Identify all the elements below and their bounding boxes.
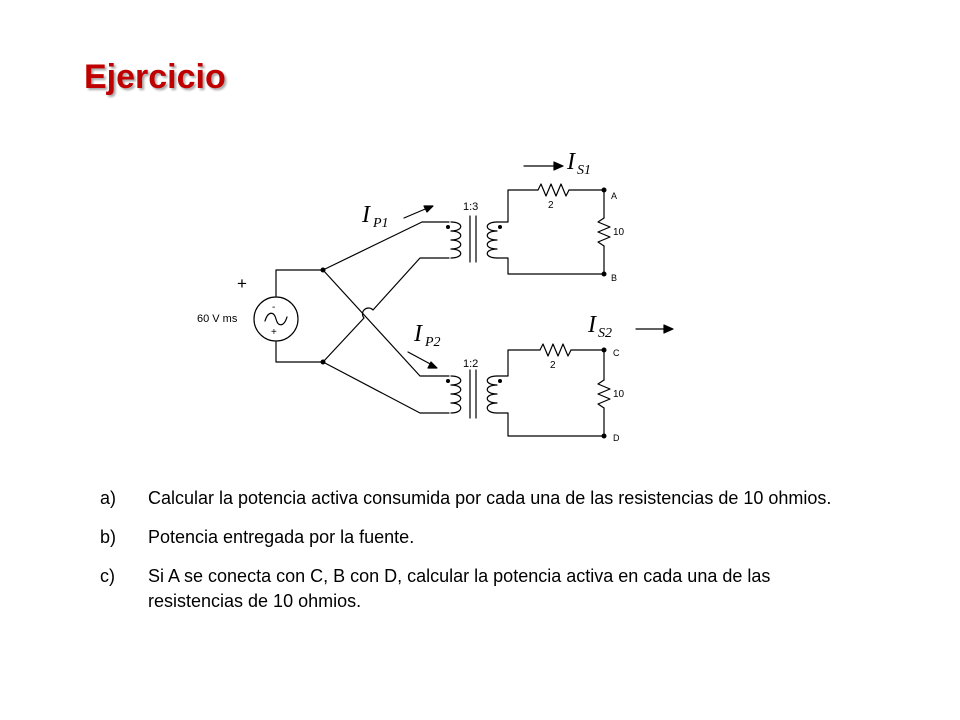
series-resistor-2 [540,344,571,356]
ip2-sub: P2 [425,335,441,350]
secondary-1-bottom-wire [497,258,604,274]
is2-sub: S2 [598,326,612,341]
is2-main: I [588,312,596,338]
ip1-main: I [362,202,370,228]
question-a-marker: a) [100,488,117,508]
series-resistor-1-value: 2 [548,200,554,211]
source-bottom-wire [276,342,323,362]
question-c-text: Si A se conecta con C, B con D, calcular la potencia activa en cada una de las resistencias de 10 ohmios. [148,566,771,611]
question-a-text: Calcular la potencia activa consumida por cada una de las resistencias de 10 ohmios. [148,488,832,508]
ip1-sub: P1 [373,216,389,231]
source-polarity-plus: + [237,274,247,293]
question-a [100,486,870,511]
question-b-text: Potencia entregada por la fuente. [148,527,415,547]
primary-2-upper-crossing-wire [323,270,449,376]
transformer-1-secondary-coil [487,222,497,258]
question-b-marker: b) [100,527,117,547]
polarity-dot-t2-primary [446,379,450,383]
polarity-dot-t2-secondary [498,379,502,383]
question-c [100,564,870,614]
terminal-b-label: B [611,273,618,283]
ip2-main: I [414,321,422,347]
junction-dot [321,268,326,273]
terminal-c-label: C [613,348,620,358]
source-plus-sign: + [271,327,277,338]
load-resistor-1 [598,218,610,246]
terminal-a-label: A [611,191,618,201]
is1-main: I [567,149,575,175]
is1-arrowhead [554,162,563,170]
question-list [100,486,870,628]
ip1-arrowhead [424,206,433,212]
polarity-dot-t1-primary [446,225,450,229]
load-resistor-2 [598,380,610,408]
slide-title: Ejercicio [84,58,226,96]
terminal-d-dot [602,434,607,439]
load-resistor-1-value: 10 [613,227,625,238]
transformer-1-ratio: 1:3 [463,201,479,213]
polarity-dot-t1-secondary [498,225,502,229]
transformer-1-primary-coil [451,222,461,258]
source-label: 60 V ms [197,313,238,325]
series-resistor-2-value: 2 [550,360,556,371]
question-c-marker: c) [100,566,115,586]
secondary-2-bottom-wire [497,413,604,436]
terminal-d-label: D [613,433,620,443]
is2-arrowhead [664,325,673,333]
secondary-2-top-wire [497,350,540,376]
series-resistor-1 [538,184,569,196]
load-resistor-2-value: 10 [613,389,625,400]
ip1-label [361,202,389,231]
secondary-1-top-wire [497,190,538,222]
terminal-b-dot [602,272,607,277]
terminal-a-dot [602,188,607,193]
primary-2-lower-wire [323,362,449,413]
is1-label [566,149,591,178]
ip2-label [413,321,441,350]
transformer-2-ratio: 1:2 [463,358,479,370]
sine-wave-icon [265,313,287,325]
transformer-2-primary-coil [451,376,461,413]
source-top-wire [276,270,323,296]
is1-sub: S1 [577,163,591,178]
terminal-c-dot [602,348,607,353]
question-b [100,525,870,550]
source-minus-sign: - [272,302,276,313]
transformer-2-secondary-coil [487,376,497,413]
junction-dot [321,360,326,365]
is2-label [587,312,612,341]
